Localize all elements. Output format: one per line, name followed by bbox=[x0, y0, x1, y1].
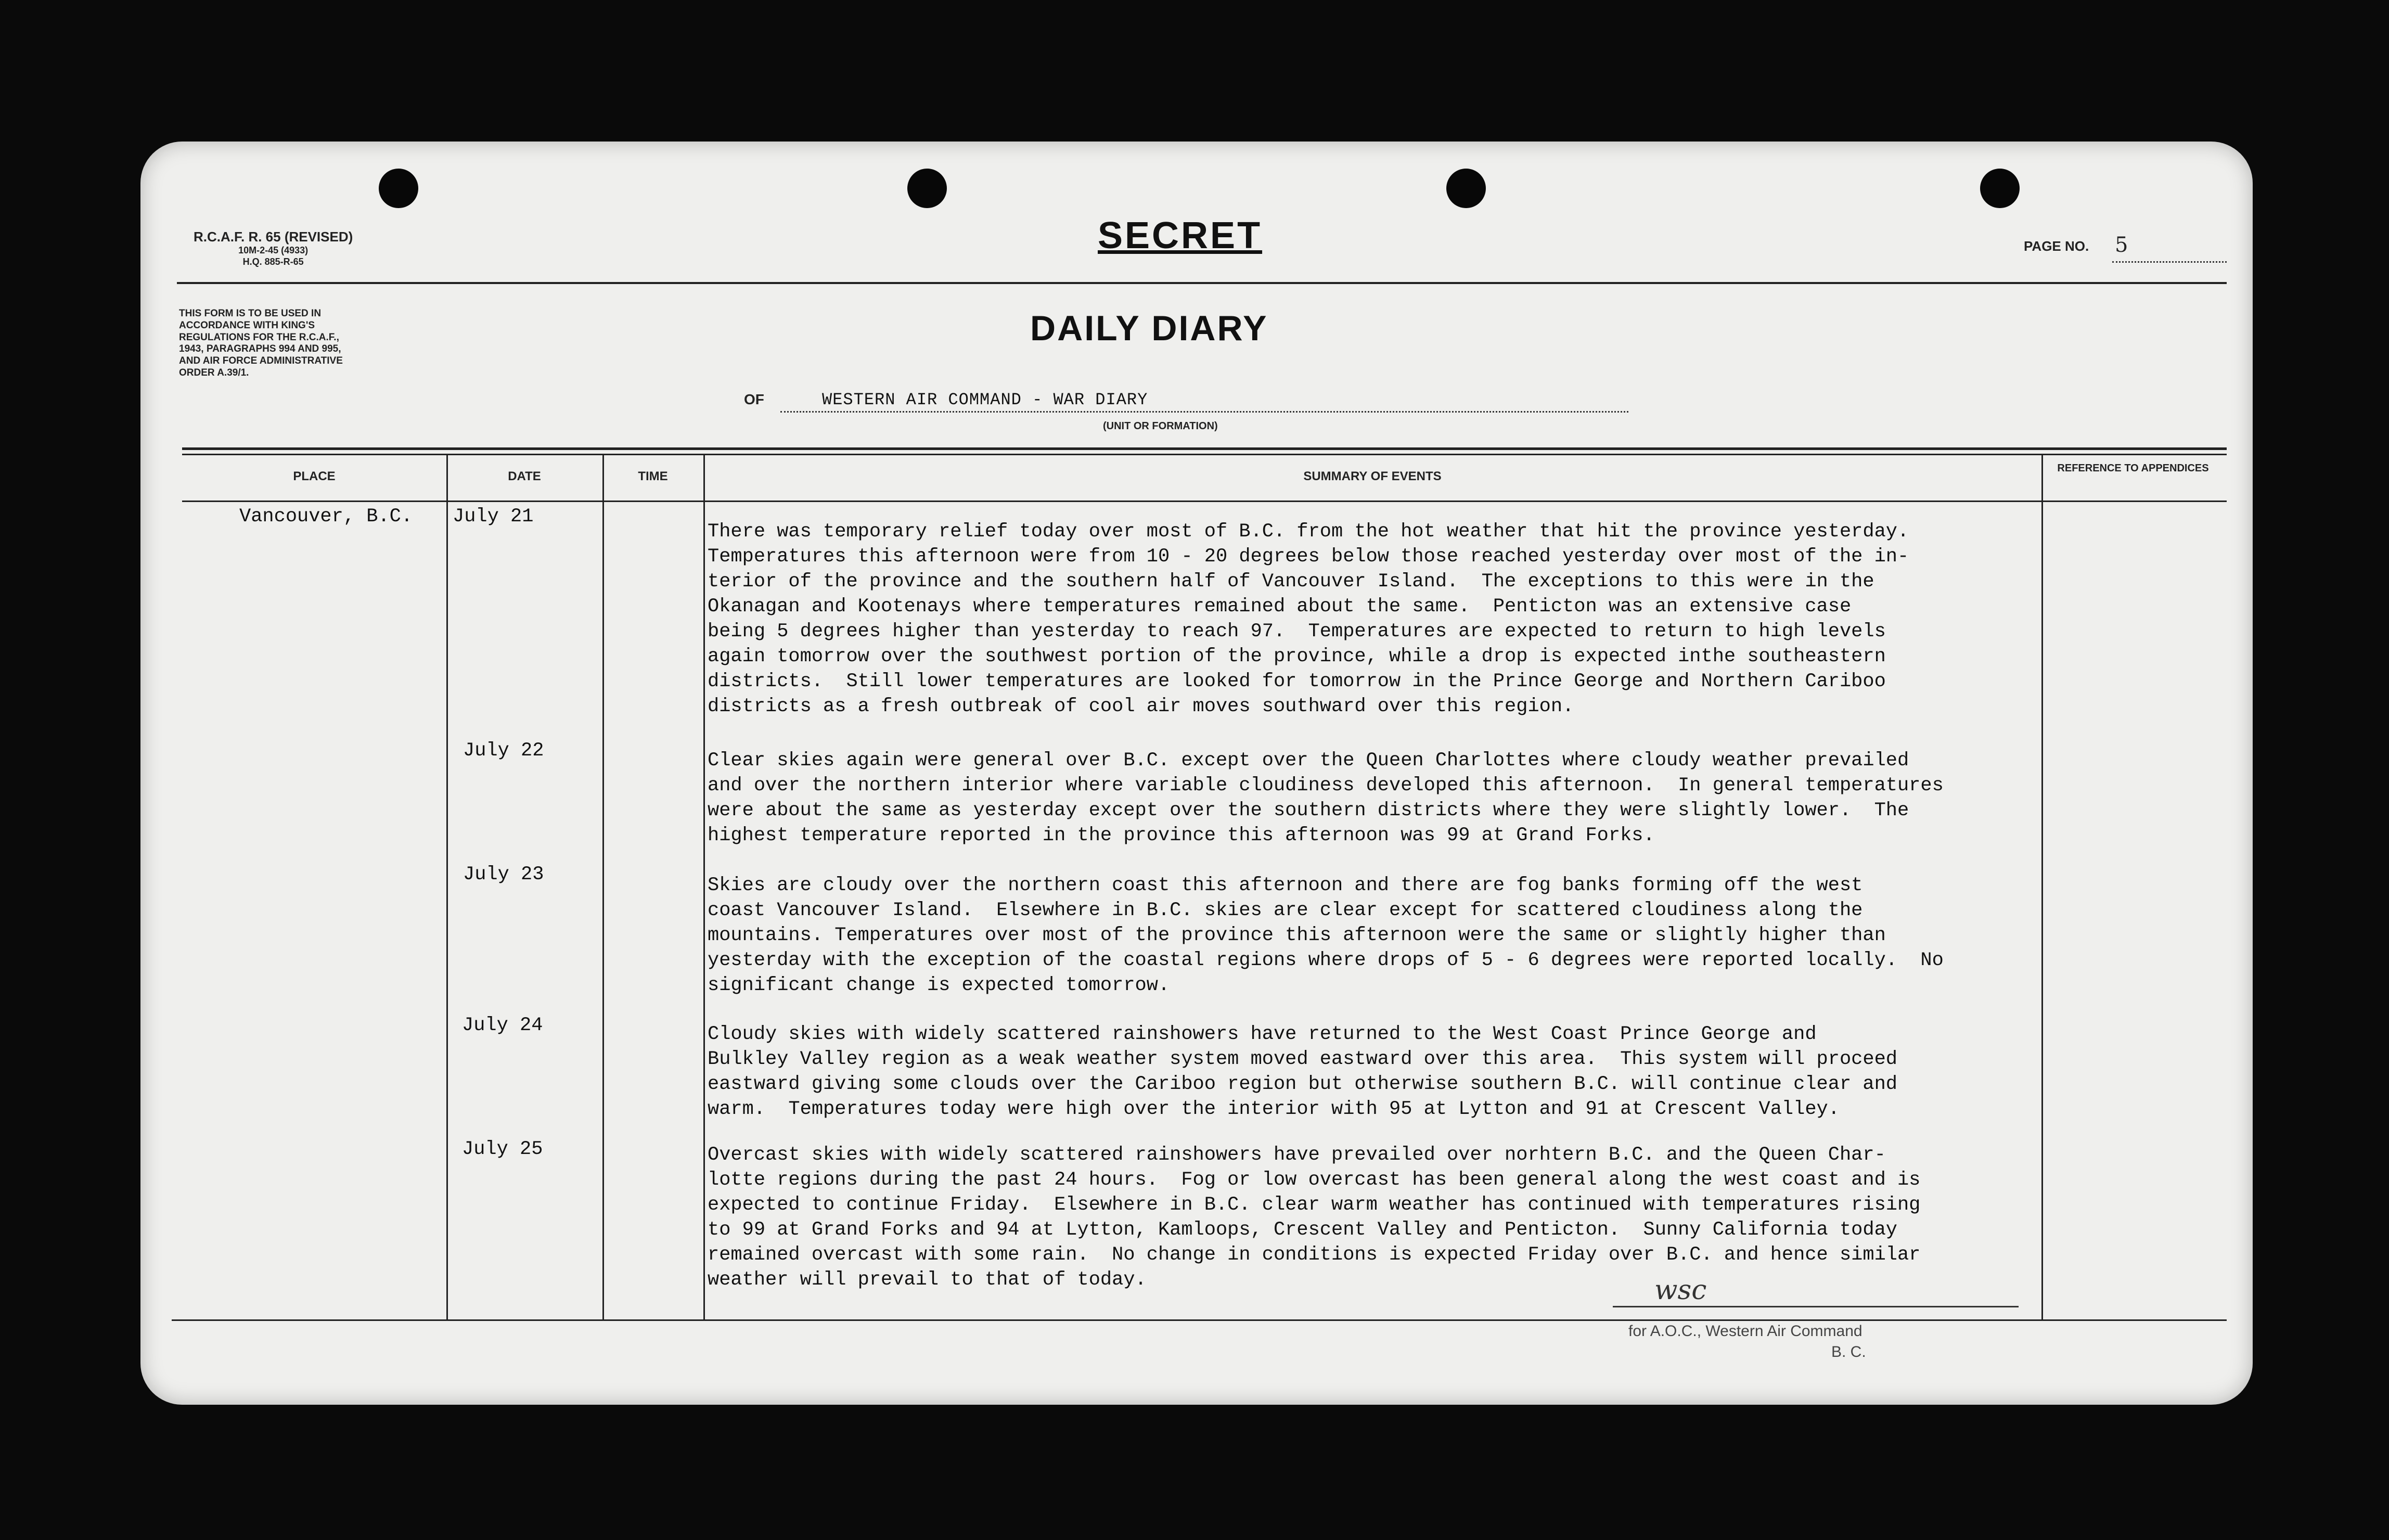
column-header-date: DATE bbox=[508, 469, 541, 483]
column-header-place: PLACE bbox=[293, 469, 336, 483]
form-code bbox=[194, 229, 353, 267]
page-number: 5 bbox=[2115, 233, 2128, 257]
form-code-line: 10M-2-45 (4933) bbox=[238, 245, 309, 256]
table-bottom-rule bbox=[172, 1319, 2227, 1321]
column-header-summary: SUMMARY OF EVENTS bbox=[1303, 469, 1442, 483]
column-divider bbox=[446, 454, 448, 1319]
column-divider bbox=[602, 454, 604, 1319]
unit-line bbox=[780, 411, 1628, 413]
page-number-label: PAGE NO. bbox=[2024, 238, 2089, 254]
header-rule bbox=[177, 282, 2227, 284]
column-divider bbox=[703, 454, 705, 1319]
form-code-line: R.C.A.F. R. 65 (REVISED) bbox=[194, 229, 353, 245]
entry-date: July 22 bbox=[463, 740, 544, 762]
signoff-location: B. C. bbox=[1831, 1343, 1866, 1361]
binder-hole bbox=[379, 169, 418, 208]
binder-hole bbox=[907, 169, 947, 208]
entry-summary: Cloudy skies with widely scattered rainshowers have returned to the West Coast Prince George and Bulkley Valley region as a weak weather system moved eastward over this area. This system will proceed eastward giving some clouds over the Cariboo region but otherwise southern B.C. will continue clear and warm. Temperatures today were high over the interior with 95 at Lytton and 91 at Crescent Valley. bbox=[708, 1023, 1897, 1120]
signoff-line: for A.O.C., Western Air Command bbox=[1628, 1323, 1863, 1340]
entry-summary: Clear skies again were general over B.C. except over the Queen Charlottes where cloudy weather prevailed and over the northern interior where variable cloudiness developed this afternoon. In general temperatures were about the same as yesterday except over the southern districts where they were slightly lower. The highest temperature reported in the province this afternoon was 99 at Grand Forks. bbox=[708, 750, 1944, 846]
entry-summary: Skies are cloudy over the northern coast this afternoon and there are fog banks forming off the west coast Vancouver Island. Elsewhere in B.C. skies are clear except for scattered cloudiness along the mountains. Temperatures over most of the province this afternoon were the same or slightly higher than yesterday with the exception of the coastal regions where drops of 5 - 6 degrees were reported locally. No significant change is expected tomorrow. bbox=[708, 875, 1944, 996]
entry-date: July 24 bbox=[462, 1015, 543, 1036]
of-label: OF bbox=[744, 391, 764, 407]
binder-hole bbox=[1446, 169, 1486, 208]
unit-name: WESTERN AIR COMMAND - WAR DIARY bbox=[822, 390, 1148, 409]
table-top-rule-2 bbox=[182, 454, 2227, 455]
entry-summary: Overcast skies with widely scattered rainshowers have prevailed over norhtern B.C. and the Queen Char- lotte regions during the past 24 hours. Fog or low overcast has been general along the west coast and is expected to continue Friday. Elsewhere in B.C. clear warm weather has continued with temperatures rising to 99 at Grand Forks and 94 at Lytton, Kamloops, Crescent Valley and Penticton. Sunny California today remained overcast with some rain. No change in conditions is expected Friday over B.C. and hence similar weather will prevail to that of today. bbox=[708, 1144, 1921, 1291]
unit-caption: (UNIT OR FORMATION) bbox=[1103, 420, 1218, 432]
signature: wsc bbox=[1654, 1275, 1707, 1306]
column-header-reference: REFERENCE TO APPENDICES bbox=[2057, 463, 2209, 474]
binder-hole bbox=[1980, 169, 2020, 208]
page-title: DAILY DIARY bbox=[1030, 309, 1268, 348]
table-top-rule bbox=[182, 447, 2227, 450]
page-number-line bbox=[2112, 261, 2227, 263]
signature-line bbox=[1613, 1306, 2019, 1307]
entry-date: July 21 bbox=[453, 506, 534, 528]
form-code-line: H.Q. 885-R-65 bbox=[242, 256, 304, 267]
form-instructions: THIS FORM IS TO BE USED IN ACCORDANCE WITH KING'S REGULATIONS FOR THE R.C.A.F., 1943, PARAGRAPHS 994 AND 995, AND AIR FORCE ADMINISTRATIVE ORDER A.39/1. bbox=[179, 308, 343, 378]
diary-page bbox=[140, 142, 2253, 1405]
place-cell: Vancouver, B.C. bbox=[239, 506, 413, 528]
entry-date: July 25 bbox=[462, 1138, 543, 1160]
header-bottom-rule bbox=[182, 500, 2227, 502]
entry-date: July 23 bbox=[463, 864, 544, 886]
secret-stamp: SECRET bbox=[1098, 215, 1263, 256]
column-header-time: TIME bbox=[638, 469, 668, 483]
entry-summary: There was temporary relief today over most of B.C. from the hot weather that hit the province yesterday. Temperatures this afternoon were from 10 - 20 degrees below those reached yesterday over most of the in- terior of the province and the southern half of Vancouver Island. The exceptions to this were in the Okanagan and Kootenays where temperatures remained about the same. Penticton was an extensive case being 5 degrees higher than yesterday to reach 97. Temperatures are expected to return to high levels again tomorrow over the southwest portion of the province, while a drop is expected inthe southeastern districts. Still lower temperatures are looked for tomorrow in the Prince George and Northern Cariboo districts as a fresh outbreak of cool air moves southward over this region. bbox=[708, 521, 1909, 717]
